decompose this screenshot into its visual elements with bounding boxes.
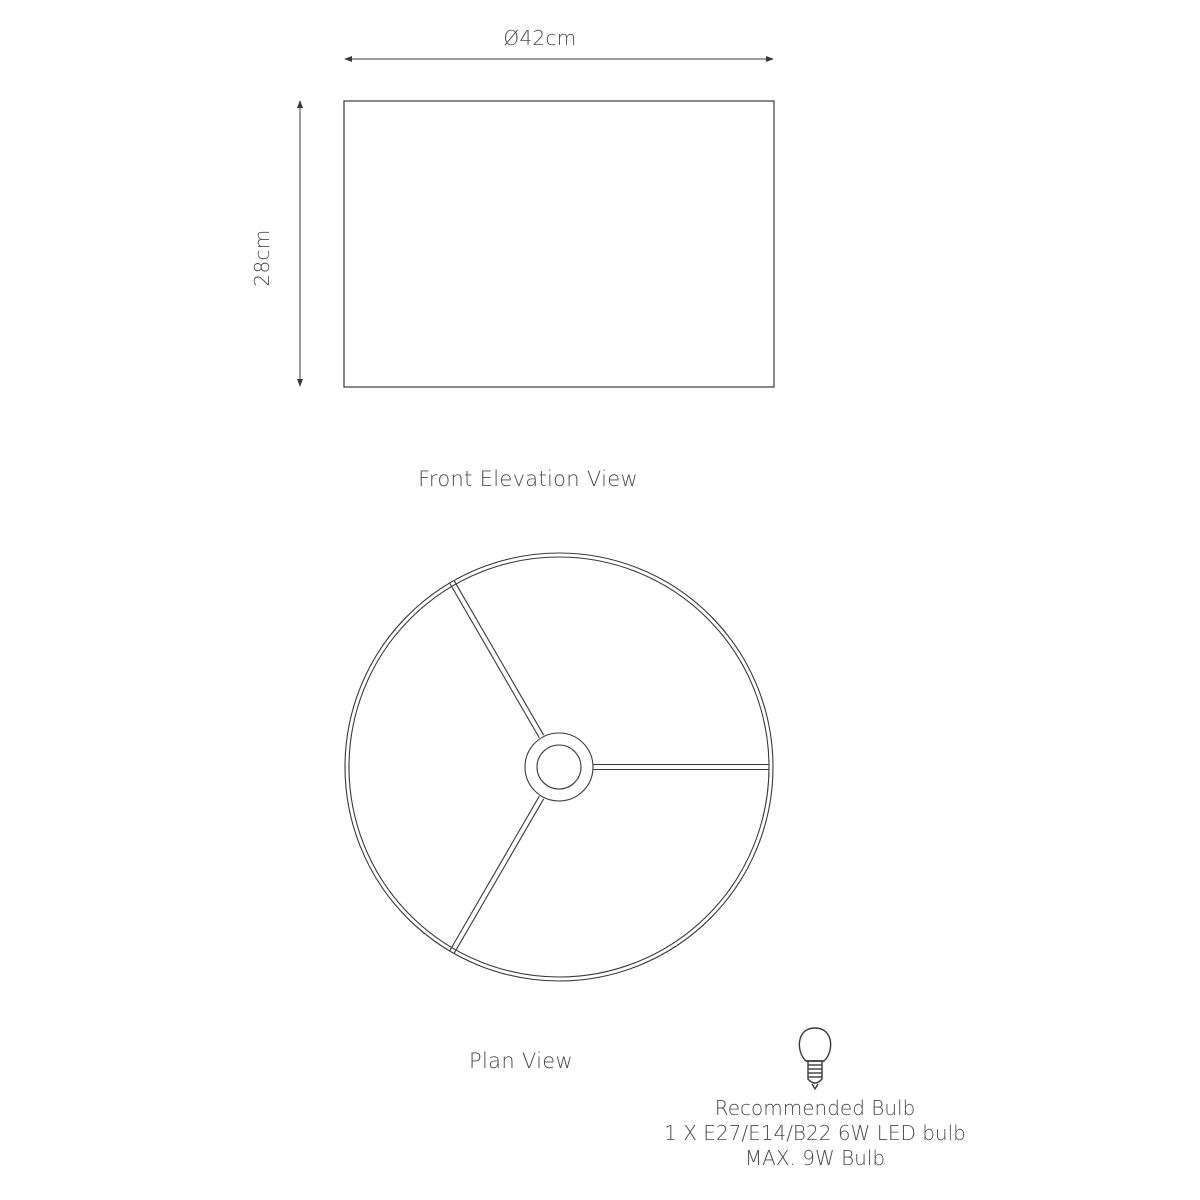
plan-view-label: Plan View xyxy=(469,1049,573,1073)
bulb-spec: 1 X E27/E14/B22 6W LED bulb xyxy=(664,1121,966,1145)
recommended-bulb-info xyxy=(664,1096,966,1171)
plan-hub-inner xyxy=(537,745,581,789)
height-dimension-label: 28cm xyxy=(250,229,274,287)
bulb-title: Recommended Bulb xyxy=(714,1096,916,1120)
plan-spoke-right xyxy=(592,765,769,770)
led-bulb-icon xyxy=(799,1028,830,1089)
front-elevation-view-label: Front Elevation View xyxy=(418,467,638,491)
bulb-max: MAX. 9W Bulb xyxy=(744,1146,886,1170)
front-elevation-shade xyxy=(344,101,774,387)
width-dimension-label: Ø42cm xyxy=(503,26,577,50)
plan-spoke-lower xyxy=(450,796,544,953)
plan-spoke-upper xyxy=(450,581,544,738)
plan-view-shade xyxy=(345,553,773,981)
